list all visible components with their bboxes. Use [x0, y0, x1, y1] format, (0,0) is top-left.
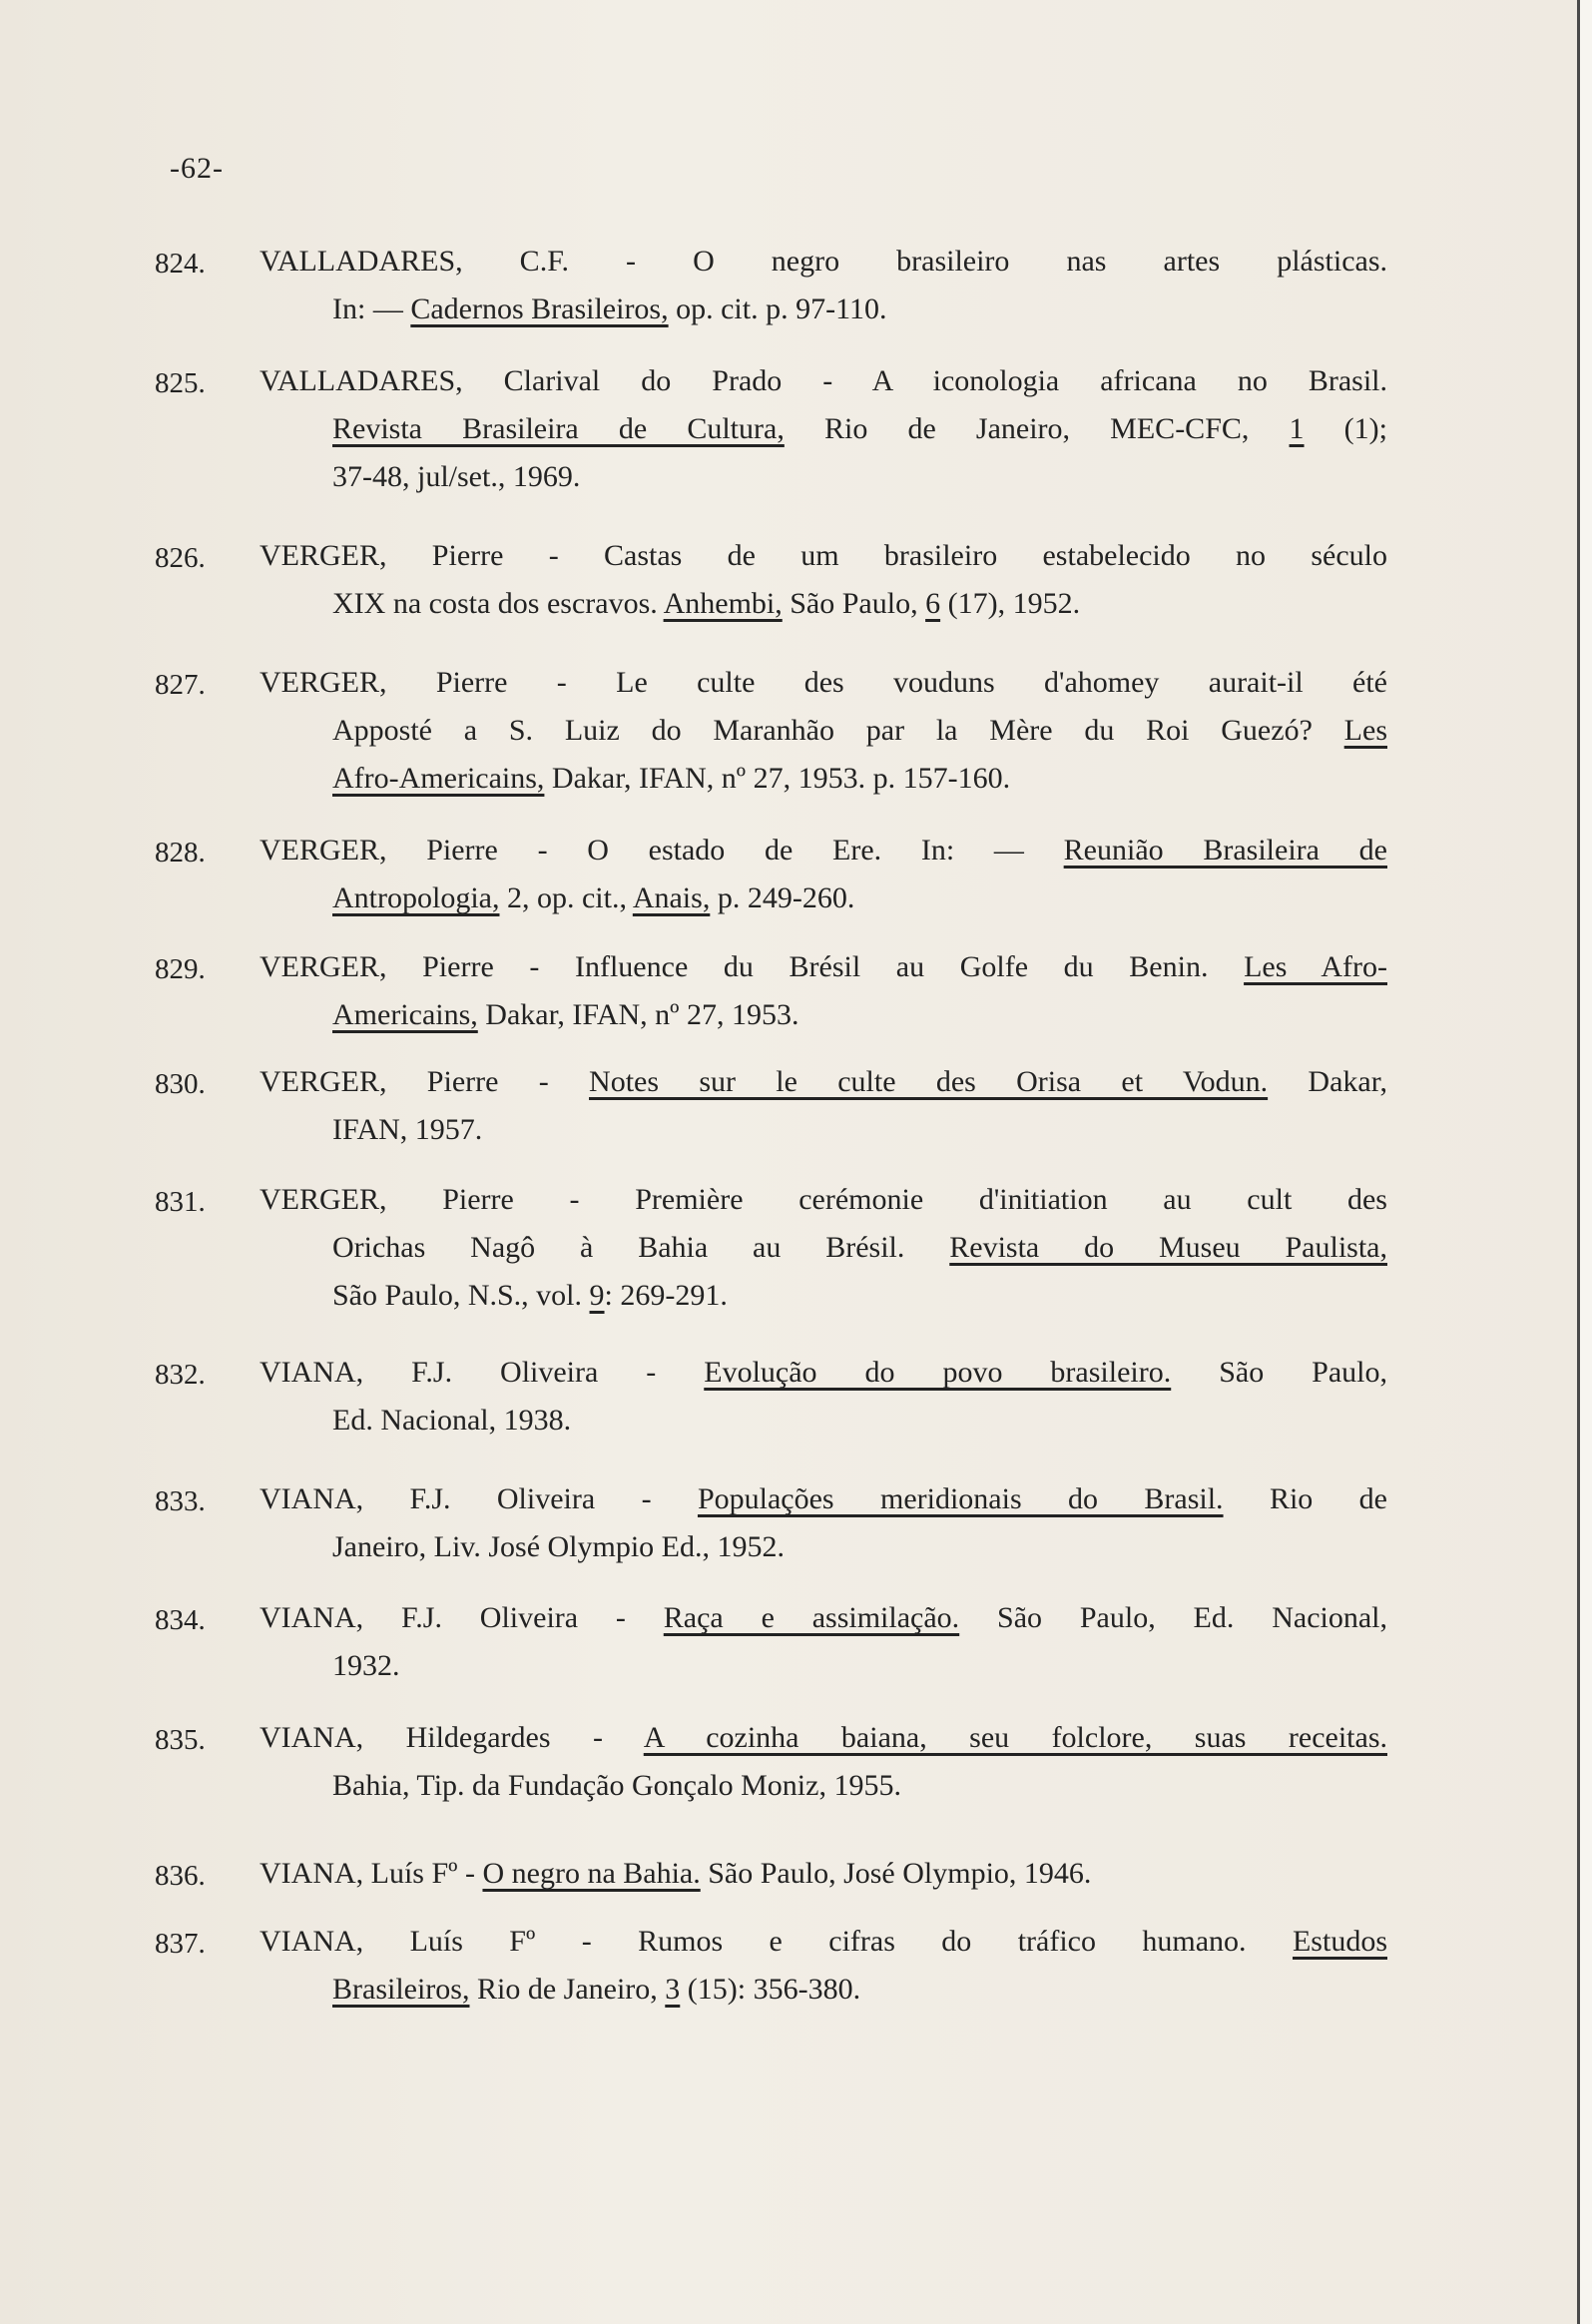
underlined-title: Brasileiros, — [332, 1973, 470, 2006]
entry-text: (1); — [1304, 412, 1387, 445]
entry-text: VERGER, Pierre - Première cerémonie d'initiation au cult des — [260, 1183, 1387, 1216]
entry-line — [332, 1276, 1387, 1316]
entry-line — [332, 1766, 1387, 1806]
entry-line — [332, 1401, 1387, 1441]
entry-text: Apposté a S. Luiz do Maranhão par la Mère du Roi Guezó? — [332, 714, 1344, 747]
entry-text: VERGER, Pierre - O estado de Ere. In: — — [260, 834, 1064, 867]
underlined-title: Raça e assimilação. — [663, 1601, 960, 1634]
entry-number: 828. — [155, 837, 206, 869]
entry-number: 832. — [155, 1359, 206, 1391]
underlined-title: 3 — [665, 1973, 681, 2006]
entry-line — [332, 457, 1387, 497]
entry-text: IFAN, 1957. — [332, 1113, 483, 1146]
entry-number: 836. — [155, 1860, 206, 1892]
entry-line — [332, 584, 1387, 624]
entry-text: VALLADARES, Clarival do Prado - A iconologia africana no Brasil. — [260, 364, 1387, 397]
entry-line — [260, 361, 1387, 401]
entry-text: VIANA, Hildegardes - — [260, 1721, 644, 1754]
underlined-title: O negro na Bahia. — [482, 1857, 701, 1890]
entry-text: VALLADARES, C.F. - O negro brasileiro nas artes plásticas. — [260, 245, 1387, 278]
entry-text: 37-48, jul/set., 1969. — [332, 460, 581, 493]
entry-text: (15): 356-380. — [680, 1973, 861, 2006]
entry-line — [332, 995, 1387, 1035]
underlined-title: 6 — [925, 587, 941, 620]
entry-text: 2, op. cit., — [499, 881, 633, 914]
entry-line — [332, 409, 1387, 449]
page-number: -62- — [170, 152, 224, 185]
entry-text: Ed. Nacional, 1938. — [332, 1404, 572, 1437]
entry-text: p. 249-260. — [710, 881, 855, 914]
entry-line — [332, 290, 1387, 329]
entry-number: 826. — [155, 542, 206, 574]
underlined-title: Reunião Brasileira de — [1063, 834, 1387, 867]
entry-line — [332, 1527, 1387, 1567]
entry-text: VERGER, Pierre - Castas de um brasileiro estabelecido no século — [260, 539, 1387, 572]
entry-text: São Paulo, N.S., vol. — [332, 1279, 590, 1312]
entry-text: VIANA, Luís Fº - Rumos e cifras do tráfico humano. — [260, 1925, 1293, 1958]
entry-text: Rio de Janeiro, MEC-CFC, — [784, 412, 1290, 445]
underlined-title: Cadernos Brasileiros, — [410, 292, 669, 325]
entry-line — [260, 1180, 1387, 1220]
entry-text: Dakar, IFAN, nº 27, 1953. — [477, 998, 799, 1031]
entry-text: Bahia, Tip. da Fundação Gonçalo Moniz, 1955. — [332, 1769, 901, 1802]
page-edge-line — [1577, 0, 1580, 2324]
entry-line — [260, 242, 1387, 282]
entry-number: 829. — [155, 953, 206, 985]
underlined-title: Notes sur le culte des Orisa et Vodun. — [589, 1065, 1269, 1098]
entry-text: VERGER, Pierre - Le culte des vouduns d'ahomey aurait-il été — [260, 666, 1387, 699]
entry-line — [260, 536, 1387, 576]
entry-text: São Paulo, — [782, 587, 926, 620]
entry-line — [260, 1718, 1387, 1758]
underlined-title: Antropologia, — [332, 881, 500, 914]
entry-text: VIANA, F.J. Oliveira - — [260, 1356, 705, 1389]
underlined-title: Estudos — [1292, 1925, 1387, 1958]
entry-line — [260, 663, 1387, 703]
entry-line — [260, 831, 1387, 871]
entry-line — [260, 1479, 1387, 1519]
entry-text: VIANA, Luís Fº - — [260, 1857, 483, 1890]
underlined-title: 1 — [1289, 412, 1305, 445]
entry-line — [332, 1228, 1387, 1268]
entry-line — [332, 759, 1387, 799]
underlined-title: Evolução do povo brasileiro. — [704, 1356, 1172, 1389]
entry-line — [260, 1353, 1387, 1393]
entry-text: VIANA, F.J. Oliveira - — [260, 1482, 698, 1515]
entry-number: 835. — [155, 1724, 206, 1756]
entry-text: VERGER, Pierre - — [260, 1065, 590, 1098]
underlined-title: Les Afro- — [1244, 950, 1387, 983]
entry-line — [260, 947, 1387, 987]
entry-text: São Paulo, José Olympio, 1946. — [700, 1857, 1092, 1890]
entry-text: São Paulo, Ed. Nacional, — [959, 1601, 1387, 1634]
underlined-title: Anais, — [632, 881, 711, 914]
entry-text: Rio de Janeiro, — [469, 1973, 666, 2006]
entry-line — [332, 1970, 1387, 2010]
entry-text: Dakar, — [1268, 1065, 1388, 1098]
underlined-title: Les — [1343, 714, 1387, 747]
underlined-title: Revista Brasileira de Cultura, — [332, 412, 785, 445]
entry-number: 824. — [155, 248, 206, 280]
entry-text: VERGER, Pierre - Influence du Brésil au Golfe du Benin. — [260, 950, 1245, 983]
entry-text: Dakar, IFAN, nº 27, 1953. p. 157-160. — [544, 762, 1011, 795]
entry-text: In: — — [332, 292, 411, 325]
entry-line — [332, 711, 1387, 751]
entry-number: 834. — [155, 1604, 206, 1636]
underlined-title: Populações meridionais do Brasil. — [697, 1482, 1224, 1515]
underlined-title: Anhembi, — [663, 587, 783, 620]
entry-number: 825. — [155, 367, 206, 399]
entry-line — [332, 1110, 1387, 1150]
entry-text: VIANA, F.J. Oliveira - — [260, 1601, 664, 1634]
entry-text: Janeiro, Liv. José Olympio Ed., 1952. — [332, 1530, 786, 1563]
entry-text: : 269-291. — [604, 1279, 728, 1312]
underlined-title: Afro-Americains, — [332, 762, 545, 795]
entry-text: 1932. — [332, 1649, 400, 1682]
entry-text: Orichas Nagô à Bahia au Brésil. — [332, 1231, 950, 1264]
entry-number: 831. — [155, 1186, 206, 1218]
entry-number: 830. — [155, 1068, 206, 1100]
entry-line — [260, 1598, 1387, 1638]
underlined-title: Americains, — [332, 998, 478, 1031]
entry-number: 833. — [155, 1485, 206, 1517]
entry-number: 827. — [155, 669, 206, 701]
page-edge-margin — [1580, 0, 1592, 2324]
entry-line — [332, 1646, 1387, 1686]
entry-text: op. cit. p. 97-110. — [668, 292, 887, 325]
underlined-title: Revista do Museu Paulista, — [949, 1231, 1387, 1264]
underlined-title: A cozinha baiana, seu folclore, suas receitas. — [643, 1721, 1387, 1754]
entry-text: São Paulo, — [1171, 1356, 1387, 1389]
entry-line — [332, 878, 1387, 918]
entry-text: Rio de — [1223, 1482, 1388, 1515]
entry-line — [260, 1854, 1387, 1894]
entry-line — [260, 1922, 1387, 1962]
entry-line — [260, 1062, 1387, 1102]
underlined-title: 9 — [589, 1279, 605, 1312]
entry-number: 837. — [155, 1928, 206, 1960]
entry-text: XIX na costa dos escravos. — [332, 587, 664, 620]
entry-text: (17), 1952. — [940, 587, 1081, 620]
